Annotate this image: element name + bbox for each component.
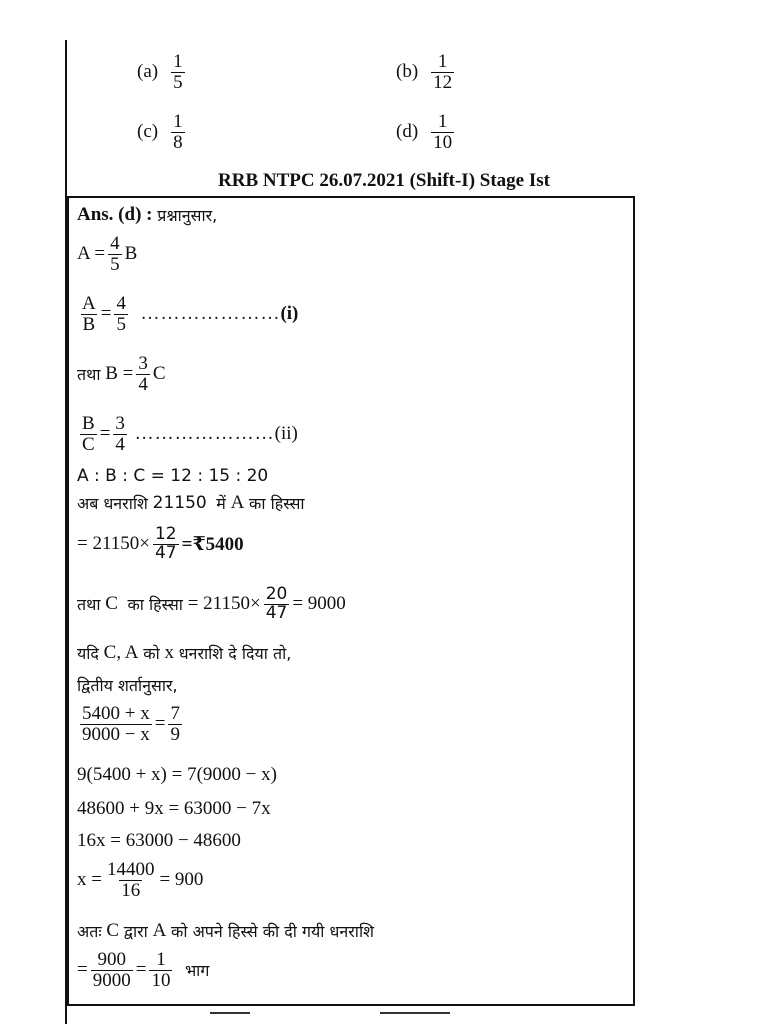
option-a (137, 52, 188, 93)
final-fraction: = $\frac{900}{9000}$ = $\frac{1}{10}$ भाग (77, 949, 210, 991)
solution-box (67, 196, 635, 1006)
share-c-calc: तथा C का हिस्सा = 21150× $\frac{20}{47}$ = 9000 (77, 584, 346, 623)
condition-line: यदि C, A को x धनराशि दे दिया तो, (77, 642, 292, 663)
exam-source-heading: RRB NTPC 26.07.2021 (Shift-I) Stage Ist (218, 170, 550, 191)
equation-b-c: तथा B = $\frac{3}{4}$ C (77, 353, 166, 395)
option-c (137, 112, 188, 153)
combined-ratio: A : B : C = 12 : 15 : 20 (77, 466, 269, 486)
option-a-label: (a) (137, 61, 159, 83)
answer-intro: प्रश्नानुसार, (157, 206, 218, 225)
option-a-fraction: $\frac{1}{5}$ (173, 51, 183, 93)
option-b-fraction: $\frac{1}{12}$ (433, 51, 453, 93)
answer-label: Ans. (d) : (77, 204, 153, 225)
expanded-equation: 9(5400 + x) = 7(9000 − x) (77, 764, 277, 785)
simplified-equation: 48600 + 9x = 63000 − 7x (77, 798, 271, 819)
ratio-b-c: $\frac{B}{C}$ = $\frac{3}{4}$ ………………… (ii) (82, 413, 298, 455)
option-d (396, 112, 457, 153)
option-b-label: (b) (396, 61, 419, 83)
answer-line (77, 204, 217, 226)
share-intro: अब धनराशि 21150 में A का हिस्सा (77, 492, 305, 513)
bottom-cut-mark (380, 1012, 450, 1014)
option-d-fraction: $\frac{1}{10}$ (433, 111, 453, 153)
second-condition-label: द्वितीय शर्तानुसार, (77, 676, 178, 695)
option-b (396, 52, 457, 93)
x-coefficient-equation: 16x = 63000 − 48600 (77, 830, 241, 851)
ratio-a-b: $\frac{A}{B}$ = $\frac{4}{5}$ ………………… (i) (82, 293, 299, 335)
equation-a-b: A = $\frac{4}{5}$ B (77, 233, 138, 275)
conclusion-line: अतः C द्वारा A को अपने हिस्से की दी गयी धनराशि (77, 920, 374, 941)
option-d-label: (d) (396, 121, 419, 143)
x-value: x = $\frac{14400}{16}$ = 900 (77, 859, 204, 901)
condition-equation: $\frac{5400 + x}{9000 - x}$ = $\frac{7}{9}$ (82, 703, 180, 745)
bottom-cut-mark (210, 1012, 250, 1014)
share-a-calc: = 21150× $\frac{12}{47}$ =₹5400 (77, 524, 244, 563)
option-c-fraction: $\frac{1}{8}$ (173, 111, 183, 153)
option-c-label: (c) (137, 121, 159, 143)
